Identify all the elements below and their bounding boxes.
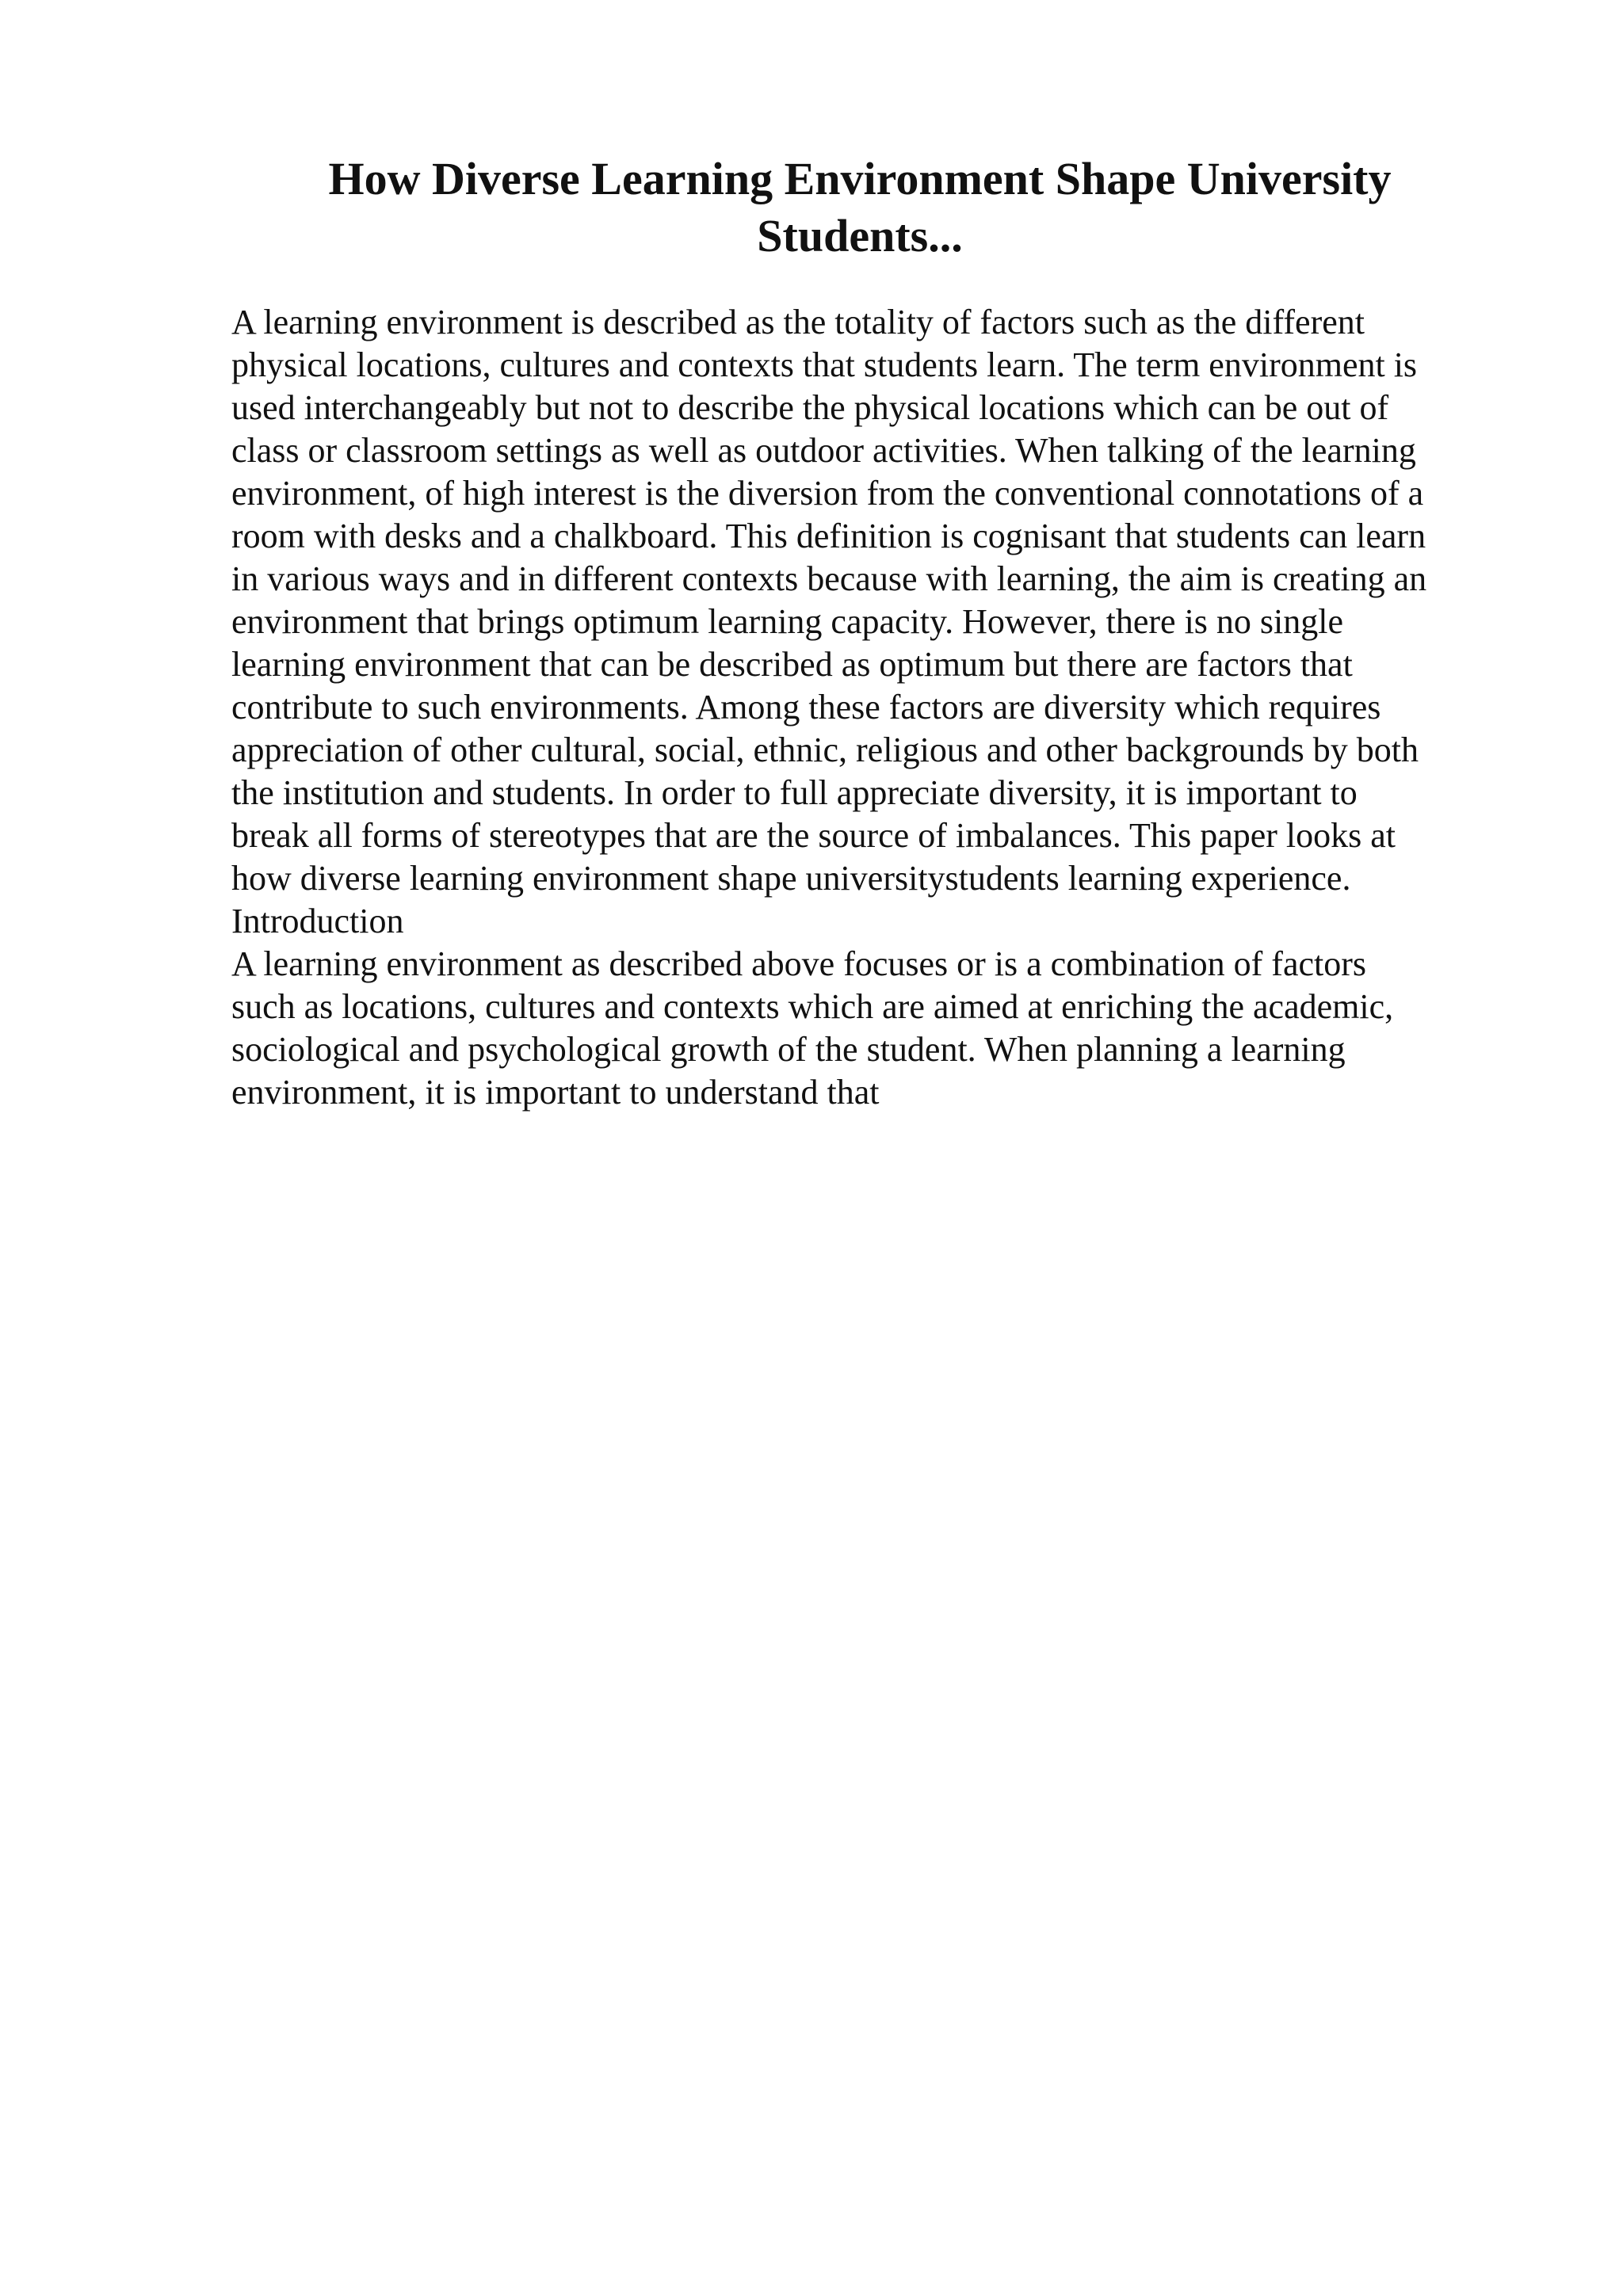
body-line: the institution and students. In order to full appreciate diversity, it is important to	[231, 773, 1358, 812]
body-line: class or classroom settings as well as outdoor activities. When talking of the learning	[231, 431, 1416, 470]
title-line: How Diverse Learning Environment Shape University	[328, 153, 1392, 204]
body-line: learning environment that can be described as optimum but there are factors that	[231, 645, 1353, 684]
body-line: environment, it is important to understand that	[231, 1073, 880, 1112]
body-line: such as locations, cultures and contexts which are aimed at enriching the academic,	[231, 987, 1394, 1026]
body-line: physical locations, cultures and contexts that students learn. The term environment is	[231, 345, 1418, 384]
document-title	[230, 151, 1490, 265]
section-heading-introduction: Introduction	[231, 902, 404, 940]
body-line: in various ways and in different contexts because with learning, the aim is creating an	[231, 559, 1427, 598]
body-line: A learning environment as described above focuses or is a combination of factors	[231, 944, 1366, 983]
body-line: A learning environment is described as the totality of factors such as the different	[231, 303, 1365, 341]
body-line: sociological and psychological growth of the student. When planning a learning	[231, 1030, 1346, 1069]
body-line: used interchangeably but not to describe the physical locations which can be out of	[231, 388, 1389, 427]
body-line: how diverse learning environment shape universitystudents learning experience.	[231, 859, 1351, 898]
document-body	[231, 301, 1531, 1114]
body-line: appreciation of other cultural, social, ethnic, religious and other backgrounds by both	[231, 730, 1419, 769]
body-line: contribute to such environments. Among these factors are diversity which requires	[231, 688, 1381, 727]
body-line: break all forms of stereotypes that are the source of imbalances. This paper looks at	[231, 816, 1396, 855]
body-line: environment that brings optimum learning capacity. However, there is no single	[231, 602, 1344, 641]
body-line: environment, of high interest is the diversion from the conventional connotations of a	[231, 474, 1424, 513]
title-line: Students...	[757, 210, 963, 261]
body-line: room with desks and a chalkboard. This definition is cognisant that students can learn	[231, 517, 1426, 555]
